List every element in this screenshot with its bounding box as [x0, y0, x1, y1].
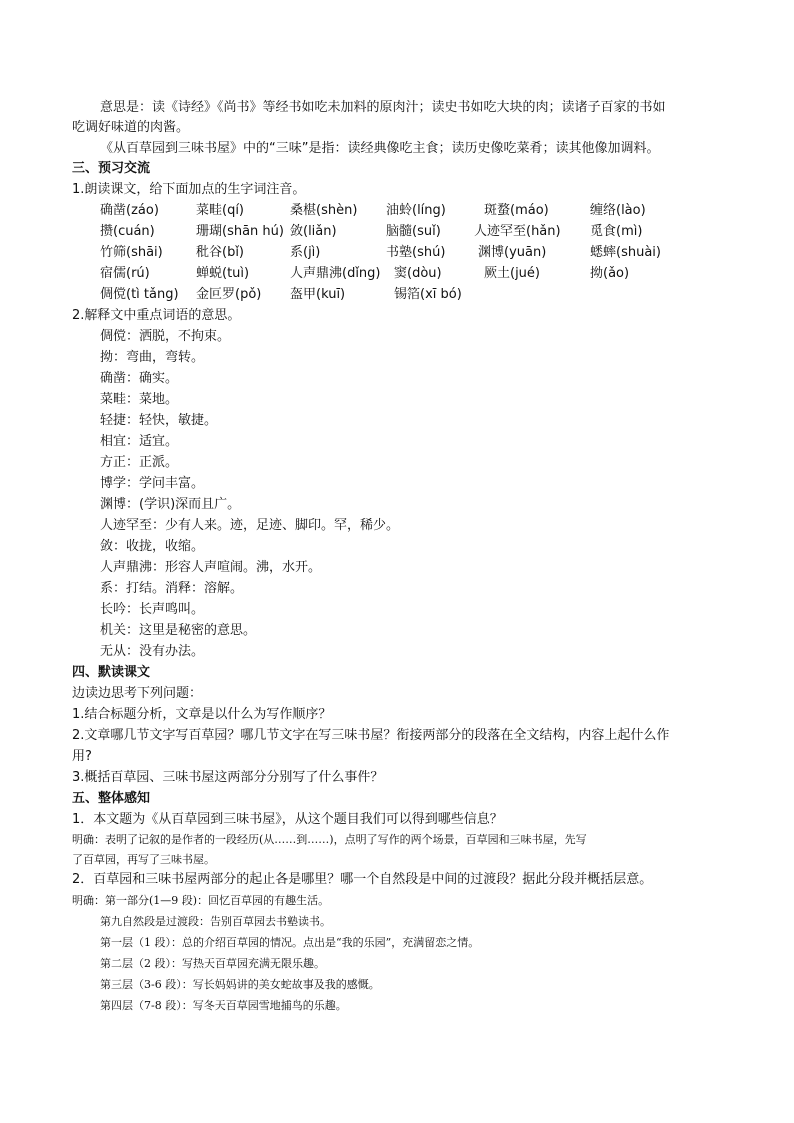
- pinyin-item: 人声鼎沸(dǐng): [290, 266, 381, 281]
- section-heading-overall: 五、整体感知: [72, 791, 151, 806]
- pinyin-item: 人迹罕至(hǎn): [474, 224, 561, 239]
- definition-item: 确凿：确实。: [100, 371, 179, 386]
- structure-line: 第三层（3-6 段）：写长妈妈讲的美女蛇故事及我的感慨。: [100, 978, 380, 991]
- intro-three-flavors: 《从百草园到三味书屋》中的“三味”是指：读经典像吃主食；读历史像吃菜肴；读其他像加调料。: [100, 141, 660, 156]
- pinyin-item: 蝉蜕(tuì): [196, 266, 250, 281]
- definition-item: 倜傥：洒脱，不拘束。: [100, 329, 231, 344]
- silent-reading-question-2-cont: 用?: [72, 749, 92, 764]
- pinyin-item: 渊博(yuān): [478, 245, 547, 260]
- pinyin-item: 攒(cuán): [100, 224, 155, 239]
- section-heading-preview: 三、预习交流: [72, 161, 151, 176]
- pinyin-item: 油蛉(líng): [386, 203, 446, 218]
- intro-paragraph-line-1: 意思是：读《诗经》《尚书》等经书如吃未加料的原肉汁；读史书如吃大块的肉；读诸子百家的书如: [100, 100, 666, 115]
- overall-answer-1-cont: 了百草园，再写了三味书屋。: [72, 853, 215, 866]
- pinyin-item: 缠络(lào): [590, 203, 646, 218]
- pinyin-item: 系(jì): [290, 245, 321, 260]
- overall-question-2: 2．百草园和三味书屋两部分的起止各是哪里？哪一个自然段是中间的过渡段？据此分段并概括层意。: [72, 872, 653, 887]
- intro-paragraph-line-2: 吃调好味道的肉酱。: [72, 120, 190, 135]
- structure-line: 第九自然段是过渡段：告别百草园去书塾读书。: [100, 915, 331, 928]
- pinyin-item: 秕谷(bǐ): [196, 245, 245, 260]
- structure-line: 第四层（7-8 段）：写冬天百草园雪地捕鸟的乐趣。: [100, 999, 347, 1012]
- definition-item: 人迹罕至：少有人来。迹，足迹、脚印。罕，稀少。: [100, 518, 400, 533]
- pinyin-item: 书塾(shú): [386, 245, 446, 260]
- silent-reading-lead: 边读边思考下列问题：: [72, 686, 203, 701]
- pinyin-item: 珊瑚(shān hú): [196, 224, 284, 239]
- silent-reading-question-2: 2.文章哪几节文字写百草园？哪几节文字在写三味书屋？衔接两部分的段落在全文结构，内容上起什么作: [72, 728, 670, 743]
- definition-item: 博学：学问丰富。: [100, 476, 205, 491]
- pinyin-item: 拗(ǎo): [590, 266, 630, 281]
- section-heading-silent-reading: 四、默读课文: [72, 665, 151, 680]
- definition-item: 菜畦：菜地。: [100, 392, 179, 407]
- pinyin-item: 金叵罗(pǒ): [196, 287, 262, 302]
- overall-question-1: 1．本文题为《从百草园到三味书屋》，从这个题目我们可以得到哪些信息？: [72, 812, 503, 827]
- pinyin-item: 菜畦(qí): [196, 203, 245, 218]
- definition-item: 方正：正派。: [100, 455, 179, 470]
- pinyin-item: 倜傥(tì tǎng): [100, 287, 179, 302]
- pinyin-item: 确凿(záo): [100, 203, 159, 218]
- silent-reading-question-1: 1.结合标题分析，文章是以什么为写作顺序？: [72, 707, 332, 722]
- overall-answer-2: 明确：第一部分(1—9 段)：回忆百草园的有趣生活。: [72, 894, 330, 907]
- pinyin-item: 厥土(jué): [484, 266, 540, 281]
- definition-item: 长吟：长声鸣叫。: [100, 602, 205, 617]
- pinyin-item: 敛(liǎn): [290, 224, 337, 239]
- definition-item: 渊博：(学识)深而且广。: [100, 497, 241, 512]
- silent-reading-question-3: 3.概括百草园、三味书屋这两部分分别写了什么事件？: [72, 770, 384, 785]
- definition-item: 无从：没有办法。: [100, 644, 205, 659]
- pinyin-item: 锡箔(xī bó): [394, 287, 462, 302]
- pinyin-item: 桑椹(shèn): [290, 203, 358, 218]
- pinyin-item: 竹筛(shāi): [100, 245, 163, 260]
- pinyin-item: 宿儒(rú): [100, 266, 150, 281]
- question-definitions: 2.解释文中重点词语的意思。: [72, 308, 241, 323]
- pinyin-item: 脑髓(suǐ): [386, 224, 441, 239]
- pinyin-item: 觅食(mì): [590, 224, 643, 239]
- definition-item: 机关：这里是秘密的意思。: [100, 623, 257, 638]
- pinyin-item: 斑蝥(máo): [484, 203, 549, 218]
- pinyin-item: 蟋蟀(shuài): [590, 245, 661, 260]
- definition-item: 轻捷：轻快，敏捷。: [100, 413, 218, 428]
- pinyin-item: 盔甲(kuī): [290, 287, 346, 302]
- definition-item: 相宜：适宜。: [100, 434, 179, 449]
- structure-line: 第二层（2 段）：写热天百草园充满无限乐趣。: [100, 957, 325, 970]
- definition-item: 系：打结。消释：溶解。: [100, 581, 244, 596]
- definition-item: 敛：收拢，收缩。: [100, 539, 205, 554]
- pinyin-item: 窦(dòu): [394, 266, 442, 281]
- definition-item: 拗：弯曲，弯转。: [100, 350, 205, 365]
- structure-line: 第一层（1 段）：总的介绍百草园的情况。点出是“我的乐园”，充满留恋之情。: [100, 936, 480, 949]
- question-pinyin: 1.朗读课文，给下面加点的生字词注音。: [72, 182, 306, 197]
- definition-item: 人声鼎沸：形容人声喧闹。沸，水开。: [100, 560, 322, 575]
- overall-answer-1: 明确：表明了记叙的是作者的一段经历(从……到……)，点明了写作的两个场景，百草园和三味书屋，先写: [72, 833, 587, 846]
